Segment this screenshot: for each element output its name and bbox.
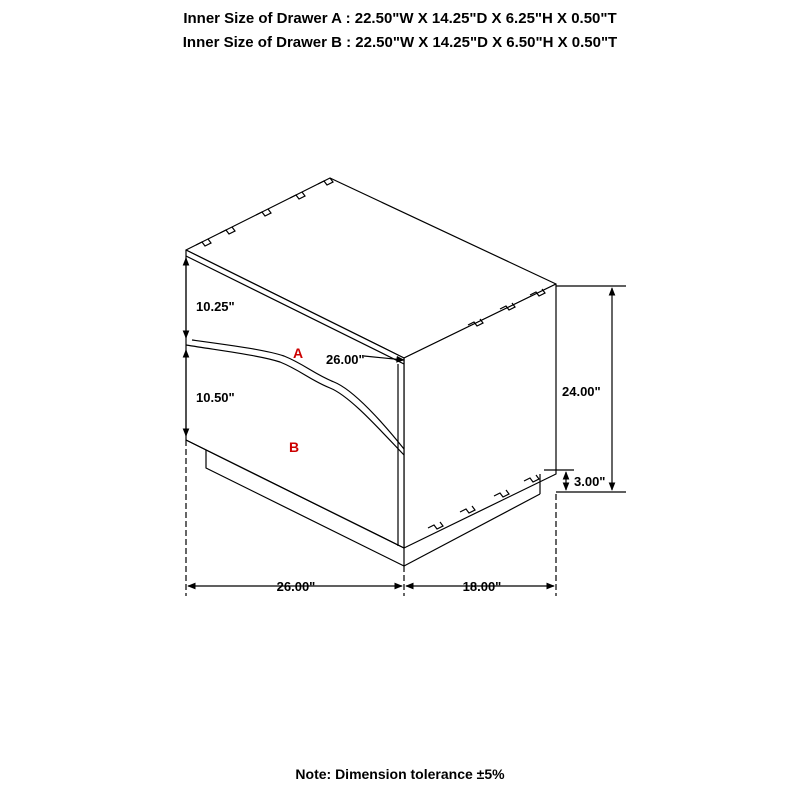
cabinet-outline <box>186 178 556 566</box>
drawer-b-height-text: 10.50" <box>196 390 235 405</box>
drawer-a-inner-size: Inner Size of Drawer A : 22.50"W X 14.25"D X 6.25"H X 0.50"T <box>183 10 617 27</box>
drawer-b-label: B <box>288 439 300 455</box>
overall-height-text: 24.00" <box>562 384 601 399</box>
bottom-width-text: 26.00" <box>276 579 316 594</box>
tolerance-note: Note: Dimension tolerance ±5% <box>295 766 505 782</box>
plinth-height-text: 3.00" <box>574 474 606 489</box>
drawer-a-label: A <box>292 345 304 361</box>
top-width-text: 26.00" <box>326 352 365 367</box>
depth-text: 18.00" <box>462 579 502 594</box>
drawer-b-inner-size: Inner Size of Drawer B : 22.50"W X 14.25"D X 6.50"H X 0.50"T <box>182 34 618 51</box>
drawer-a-height-text: 10.25" <box>196 299 235 314</box>
